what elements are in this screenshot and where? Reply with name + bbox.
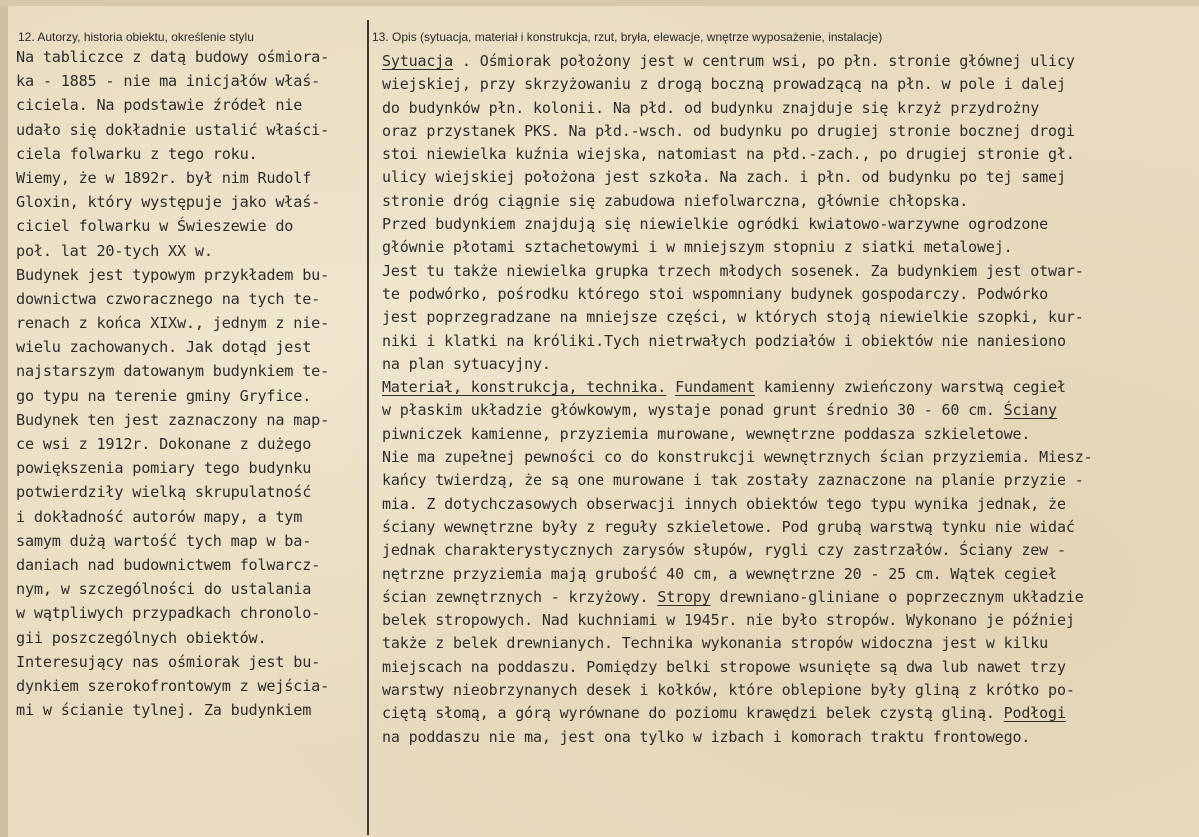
text-segment: warstwy nieobrzynanych desek i kołków, które oblepione były gliną z krótko po-: [382, 681, 1075, 700]
text-line: Na tabliczce z datą budowy ośmiora-: [16, 48, 330, 66]
text-segment: ściany wewnętrzne były z reguły szkieletowe. Pod grubą warstwą tynku nie widać: [382, 517, 1075, 536]
text-line: [382, 120, 1182, 143]
text-line: najstarszym datowanym budynkiem te-: [16, 362, 330, 381]
text-line: [382, 213, 1182, 236]
text-line: [382, 353, 1182, 376]
text-line: [382, 330, 1182, 353]
text-line: [382, 609, 1182, 632]
text-segment: drewniano-gliniane o poprzecznym układzie: [710, 587, 1084, 606]
text-line: [382, 190, 1182, 213]
text-segment: głównie płotami sztachetowymi i w mniejszym stopniu z siatki metalowej.: [382, 238, 1013, 257]
text-segment: jednak charakterystycznych zarysów słupów, rygli czy zastrzałów. Ściany zew -: [382, 541, 1066, 560]
text-segment: [666, 378, 675, 396]
text-line: Wiemy, że w 1892r. był nim Rudolf: [16, 168, 312, 187]
text-line: renach z końca XIXw., jednym z nie-: [16, 314, 330, 333]
underlined-heading: Stropy: [657, 587, 711, 606]
text-segment: kamienny zwieńczony warstwą cegieł: [755, 378, 1066, 397]
text-segment: miejscach na poddaszu. Pomiędzy belki stropowe wsunięte są dwa lub nawet trzy: [382, 657, 1066, 676]
text-segment: jest poprzegradzane na mniejsze części, w których stoją niewielkie szopki, kur-: [382, 308, 1084, 327]
text-line: udało się dokładnie ustalić właści-: [16, 120, 330, 139]
text-segment: ulicy wiejskiej położona jest szkoła. Na zach. i płn. od budynku po tej samej: [382, 168, 1066, 187]
text-line: [382, 423, 1182, 446]
text-line: [382, 726, 1182, 749]
text-line: dynkiem szerokofrontowym z wejścia-: [16, 676, 330, 695]
text-segment: wiejskiej, przy skrzyżowaniu z drogą boczną prowadzącą na płn. w pole i dalej: [382, 75, 1066, 94]
text-line: [382, 539, 1182, 562]
section-13-text: [382, 50, 1182, 749]
text-segment: oraz przystanek PKS. Na płd.-wsch. od budynku po drugiej stronie bocznej drogi: [382, 121, 1075, 140]
text-segment: w płaskim układzie główkowym, wystaje ponad grunt średnio 30 - 60 cm.: [382, 401, 1004, 420]
text-segment: stoi niewielka kuźnia wiejska, natomiast na płd.-zach., po drugiej stronie gł.: [382, 145, 1075, 164]
text-line: [382, 563, 1182, 586]
text-segment: ścian zewnętrznych - krzyżowy.: [382, 587, 658, 606]
text-line: [382, 469, 1182, 492]
text-segment: niki i klatki na króliki.Tych nietrwałych podziałów i obiektów nie naniesiono: [382, 331, 1066, 350]
text-segment: . Ośmiorak położony jest w centrum wsi, po płn. stronie głównej ulicy: [453, 52, 1075, 70]
text-line: [382, 516, 1182, 539]
text-segment: na poddaszu nie ma, jest ona tylko w izbach i komorach traktu frontowego.: [382, 727, 1031, 746]
text-line: [382, 702, 1182, 725]
text-line: [382, 399, 1182, 422]
text-segment: Przed budynkiem znajdują się niewielkie ogródki kwiatowo-warzywne ogrodzone: [382, 215, 1049, 234]
text-line: ciela folwarku z tego roku.: [16, 144, 258, 163]
text-line: Gloxin, który występuje jako właś-: [16, 193, 321, 212]
text-segment: na plan sytuacyjny.: [382, 354, 551, 373]
text-line: [382, 306, 1182, 329]
text-line: [382, 50, 1182, 73]
text-line: powiększenia pomiary tego budynku: [16, 459, 312, 478]
text-segment: belek stropowych. Nad kuchniami w 1945r. nie było stropów. Wykonano je później: [382, 611, 1075, 630]
text-line: wielu zachowanych. Jak dotąd jest: [16, 338, 312, 357]
text-line: [382, 656, 1182, 679]
underlined-heading: Fundament: [675, 378, 756, 397]
section-13-header: 13. Opis (sytuacja, materiał i konstrukcja, rzut, bryła, elewacje, wnętrze wyposażenie, instalacje): [372, 30, 883, 44]
text-line: [382, 586, 1182, 609]
text-line: ciciel folwarku w Świeszewie do: [16, 217, 294, 236]
text-segment: Jest tu także niewielka grupka trzech młodych sosenek. Za budynkiem jest otwar-: [382, 261, 1084, 280]
text-line: poł. lat 20-tych XX w.: [16, 241, 213, 260]
text-segment: kańcy twierdzą, że są one murowane i tak zostały zaznaczone na planie przyzie -: [382, 471, 1084, 490]
text-line: i dokładność autorów mapy, a tym: [16, 507, 303, 526]
text-line: Budynek jest typowym przykładem bu-: [16, 265, 330, 284]
underlined-heading: Sytuacja: [382, 52, 454, 70]
text-line: [382, 632, 1182, 655]
text-line: ka - 1885 - nie ma inicjałów właś-: [16, 72, 321, 91]
text-line: mi w ścianie tylnej. Za budynkiem: [16, 701, 312, 720]
underlined-heading: Ściany: [1003, 401, 1057, 420]
text-line: [382, 166, 1182, 189]
text-segment: do budynków płn. kolonii. Na płd. od budynku znajduje się krzyż przydrożny: [382, 98, 1040, 117]
text-line: go typu na terenie gminy Gryfice.: [16, 386, 312, 405]
text-line: gii poszczególnych obiektów.: [16, 628, 267, 647]
text-segment: mia. Z dotychczasowych obserwacji innych obiektów tego typu wynika jednak, że: [382, 494, 1066, 513]
text-line: ciciela. Na podstawie źródeł nie: [16, 96, 303, 115]
text-line: [382, 97, 1182, 120]
section-12-text: [16, 45, 362, 722]
text-line: [382, 376, 1182, 399]
text-line: w wątpliwych przypadkach chronolo-: [16, 604, 321, 623]
text-line: [382, 236, 1182, 259]
underlined-heading: Podłogi: [1003, 704, 1066, 723]
text-segment: te podwórko, pośrodku którego stoi wspomniany budynek gospodarczy. Podwórko: [382, 284, 1049, 303]
text-segment: ciętą słomą, a górą wyrównane do poziomu krawędzi belek czystą gliną.: [382, 704, 1004, 723]
text-line: Interesujący nas ośmiorak jest bu-: [16, 652, 321, 671]
text-line: nym, w szczególności do ustalania: [16, 580, 312, 599]
text-line: downictwa czworacznego na tych te-: [16, 289, 321, 308]
text-line: [382, 260, 1182, 283]
text-segment: nętrzne przyziemia mają grubość 40 cm, a wewnętrzne 20 - 25 cm. Wątek cegieł: [382, 564, 1057, 583]
column-divider: [367, 20, 369, 835]
text-line: samym dużą wartość tych map w ba-: [16, 531, 312, 550]
text-line: [382, 679, 1182, 702]
text-line: [382, 73, 1182, 96]
text-line: [382, 493, 1182, 516]
text-line: [382, 446, 1182, 469]
text-line: daniach nad budownictwem folwarcz-: [16, 555, 321, 574]
text-segment: Nie ma zupełnej pewności co do konstrukcji wewnętrznych ścian przyziemia. Miesz-: [382, 448, 1093, 467]
underlined-heading: Materiał, konstrukcja, technika.: [382, 378, 667, 397]
text-line: Budynek ten jest zaznaczony na map-: [16, 410, 330, 429]
text-segment: także z belek drewnianych. Technika wykonania stropów widoczna jest w kilku: [382, 634, 1049, 653]
text-line: potwierdziły wielką skrupulatność: [16, 483, 312, 502]
text-line: [382, 283, 1182, 306]
text-segment: stronie dróg ciągnie się zabudowa niefolwarczna, głównie chłopska.: [382, 191, 969, 210]
page-edge-top: [0, 0, 1199, 6]
text-segment: piwniczek kamienne, przyziemia murowane, wewnętrzne poddasza szkieletowe.: [382, 424, 1031, 443]
section-12-header: 12. Autorzy, historia obiektu, określenie stylu: [18, 30, 254, 44]
text-line: [382, 143, 1182, 166]
text-line: ce wsi z 1912r. Dokonane z dużego: [16, 435, 312, 453]
page-edge-left: [0, 0, 8, 837]
